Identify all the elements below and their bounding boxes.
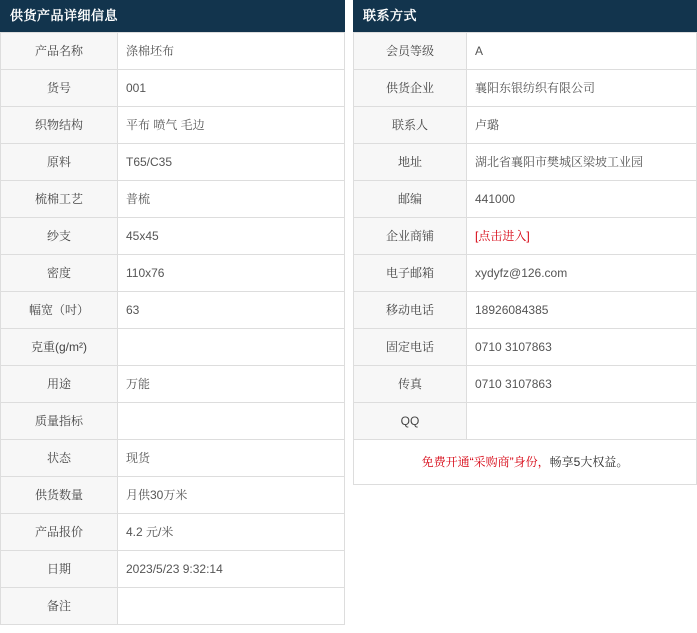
row-value: 现货	[118, 440, 345, 477]
table-row	[1, 70, 345, 107]
row-value: 襄阳东银纺织有限公司	[467, 70, 697, 107]
row-label: 纱支	[1, 218, 118, 255]
row-label: 用途	[1, 366, 118, 403]
row-label: 原料	[1, 144, 118, 181]
row-value: 001	[118, 70, 345, 107]
row-label: 货号	[1, 70, 118, 107]
enter-shop-link[interactable]: [点击进入]	[475, 228, 530, 243]
table-row	[1, 33, 345, 70]
table-row	[1, 329, 345, 366]
table-row	[1, 551, 345, 588]
row-value: T65/C35	[118, 144, 345, 181]
contact-info-body	[354, 33, 697, 440]
membership-promo-banner[interactable]	[353, 440, 697, 485]
row-value	[118, 403, 345, 440]
row-value	[467, 218, 697, 255]
row-value: xydyfz@126.com	[467, 255, 697, 292]
table-row	[354, 366, 697, 403]
row-label: 传真	[354, 366, 467, 403]
promo-rest-text: 畅享5大权益。	[549, 455, 629, 469]
row-label: 织物结构	[1, 107, 118, 144]
table-row	[1, 292, 345, 329]
row-value	[118, 329, 345, 366]
row-value: 0710 3107863	[467, 366, 697, 403]
table-row	[1, 218, 345, 255]
row-label: 梳棉工艺	[1, 181, 118, 218]
row-label: 备注	[1, 588, 118, 625]
row-label: 幅宽（吋）	[1, 292, 118, 329]
table-row	[354, 181, 697, 218]
row-value: 441000	[467, 181, 697, 218]
table-row	[1, 403, 345, 440]
contact-info-panel	[353, 0, 697, 485]
supply-product-details-panel	[0, 0, 345, 625]
row-label: 供货企业	[354, 70, 467, 107]
row-label: QQ	[354, 403, 467, 440]
left-panel-title: 供货产品详细信息	[0, 0, 345, 32]
contact-info-table	[353, 32, 697, 440]
row-value	[467, 403, 697, 440]
row-label: 产品名称	[1, 33, 118, 70]
table-row	[1, 514, 345, 551]
table-row	[1, 255, 345, 292]
right-panel-title: 联系方式	[353, 0, 697, 32]
row-label: 联系人	[354, 107, 467, 144]
table-row	[354, 107, 697, 144]
table-row	[354, 403, 697, 440]
row-value: A	[467, 33, 697, 70]
row-label: 电子邮箱	[354, 255, 467, 292]
table-row	[1, 440, 345, 477]
table-row	[354, 255, 697, 292]
table-row	[1, 107, 345, 144]
table-row	[354, 292, 697, 329]
row-label: 克重(g/m²)	[1, 329, 118, 366]
table-row	[354, 144, 697, 181]
promo-highlight-text: 免费开通“采购商”身份，	[421, 455, 550, 469]
row-value: 63	[118, 292, 345, 329]
table-row-shop-link	[354, 218, 697, 255]
row-label: 日期	[1, 551, 118, 588]
row-value: 涤棉坯布	[118, 33, 345, 70]
table-row	[354, 70, 697, 107]
table-row	[1, 181, 345, 218]
table-row	[1, 144, 345, 181]
row-value: 18926084385	[467, 292, 697, 329]
row-label: 企业商铺	[354, 218, 467, 255]
table-row	[1, 588, 345, 625]
row-label: 供货数量	[1, 477, 118, 514]
row-label: 固定电话	[354, 329, 467, 366]
row-value: 平布 喷气 毛边	[118, 107, 345, 144]
row-value: 2023/5/23 9:32:14	[118, 551, 345, 588]
row-value	[118, 588, 345, 625]
row-value: 45x45	[118, 218, 345, 255]
table-row	[1, 366, 345, 403]
row-value: 110x76	[118, 255, 345, 292]
table-row	[354, 33, 697, 70]
row-label: 产品报价	[1, 514, 118, 551]
table-row	[354, 329, 697, 366]
row-label: 质量指标	[1, 403, 118, 440]
row-value: 0710 3107863	[467, 329, 697, 366]
row-label: 密度	[1, 255, 118, 292]
row-value: 4.2 元/米	[118, 514, 345, 551]
row-label: 移动电话	[354, 292, 467, 329]
row-value: 卢璐	[467, 107, 697, 144]
row-label: 状态	[1, 440, 118, 477]
product-details-body	[1, 33, 345, 625]
product-details-table	[0, 32, 345, 625]
row-value: 普梳	[118, 181, 345, 218]
row-label: 地址	[354, 144, 467, 181]
row-value: 月供30万米	[118, 477, 345, 514]
row-label: 会员等级	[354, 33, 467, 70]
row-label: 邮编	[354, 181, 467, 218]
table-row	[1, 477, 345, 514]
row-value: 万能	[118, 366, 345, 403]
row-value: 湖北省襄阳市樊城区梁坡工业园	[467, 144, 697, 181]
